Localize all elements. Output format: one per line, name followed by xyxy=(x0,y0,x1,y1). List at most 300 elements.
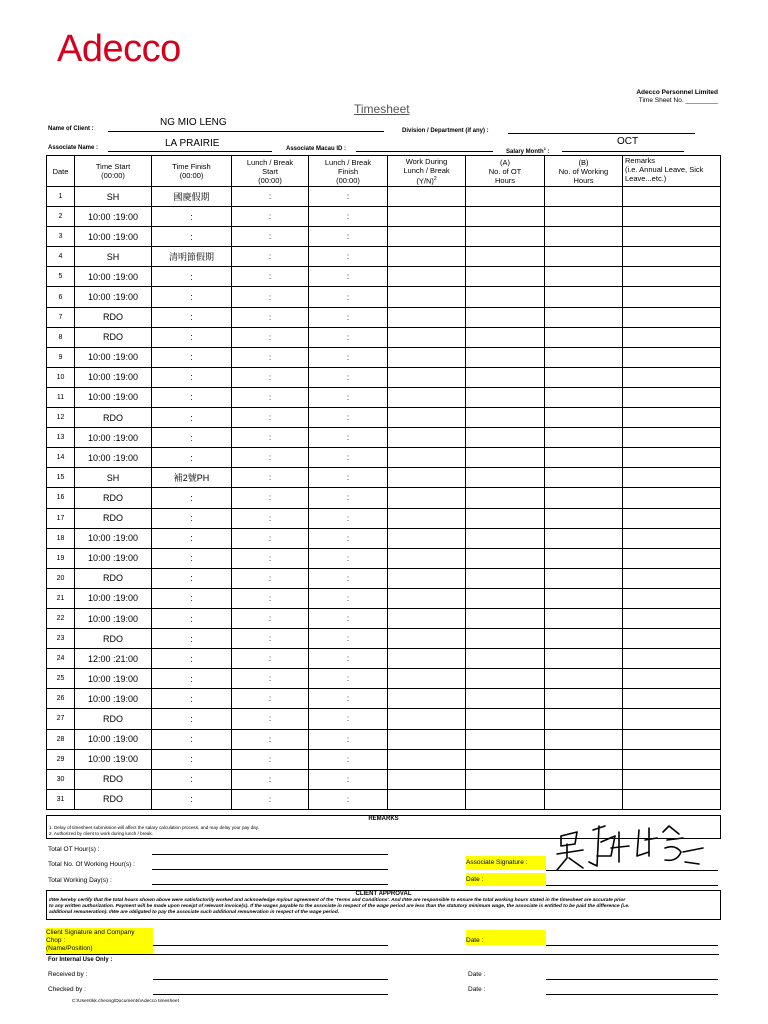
row-work-during-lunch[interactable] xyxy=(388,468,466,488)
row-ot-hours[interactable] xyxy=(466,207,545,227)
row-work-during-lunch[interactable] xyxy=(388,568,466,588)
row-remarks[interactable] xyxy=(623,689,721,709)
row-working-hours[interactable] xyxy=(545,508,623,528)
received-by-field[interactable] xyxy=(153,979,388,980)
row-work-during-lunch[interactable] xyxy=(388,528,466,548)
row-lunch-finish[interactable]: : xyxy=(309,428,388,448)
associate-date-field[interactable] xyxy=(546,885,718,886)
row-lunch-start[interactable]: : xyxy=(232,649,309,669)
row-lunch-start[interactable]: : xyxy=(232,749,309,769)
row-lunch-start[interactable]: : xyxy=(232,327,309,347)
remarks-note-2: 2. Authorized by client to work during lunch / break. xyxy=(49,830,153,836)
row-work-during-lunch[interactable] xyxy=(388,207,466,227)
row-work-during-lunch[interactable] xyxy=(388,749,466,769)
received-date-field[interactable] xyxy=(546,979,718,980)
row-lunch-finish[interactable]: : xyxy=(309,307,388,327)
row-remarks[interactable] xyxy=(623,528,721,548)
row-working-hours[interactable] xyxy=(545,428,623,448)
row-time-start[interactable]: SH xyxy=(75,468,152,488)
row-lunch-start[interactable]: : xyxy=(232,428,309,448)
row-lunch-start[interactable]: : xyxy=(232,488,309,508)
remarks-title: REMARKS xyxy=(368,816,399,822)
table-row xyxy=(47,769,721,789)
row-lunch-start[interactable]: : xyxy=(232,367,309,387)
row-time-start[interactable]: RDO xyxy=(75,629,152,649)
row-working-hours[interactable] xyxy=(545,548,623,568)
client-signature-field[interactable] xyxy=(153,945,388,946)
row-time-finish[interactable]: : xyxy=(152,267,232,287)
row-time-finish[interactable]: : xyxy=(152,347,232,367)
table-row xyxy=(47,488,721,508)
row-date: 2 xyxy=(47,207,75,227)
row-lunch-start[interactable]: : xyxy=(232,347,309,367)
row-time-finish[interactable]: : xyxy=(152,548,232,568)
row-ot-hours[interactable] xyxy=(466,749,545,769)
row-working-hours[interactable] xyxy=(545,588,623,608)
row-lunch-finish[interactable]: : xyxy=(309,488,388,508)
row-date: 4 xyxy=(47,247,75,267)
row-ot-hours[interactable] xyxy=(466,689,545,709)
row-time-finish[interactable]: : xyxy=(152,307,232,327)
row-lunch-finish[interactable]: : xyxy=(309,669,388,689)
row-lunch-finish[interactable]: : xyxy=(309,387,388,407)
row-lunch-finish[interactable]: : xyxy=(309,528,388,548)
row-time-start[interactable]: RDO xyxy=(75,488,152,508)
row-date: 5 xyxy=(47,267,75,287)
row-lunch-start[interactable]: : xyxy=(232,588,309,608)
row-lunch-finish[interactable]: : xyxy=(309,588,388,608)
row-time-finish[interactable]: : xyxy=(152,789,232,809)
row-ot-hours[interactable] xyxy=(466,789,545,809)
row-time-start[interactable]: 10:00 :19:00 xyxy=(75,227,152,247)
row-work-during-lunch[interactable] xyxy=(388,307,466,327)
row-work-during-lunch[interactable] xyxy=(388,789,466,809)
row-working-hours[interactable] xyxy=(545,669,623,689)
row-lunch-start[interactable]: : xyxy=(232,629,309,649)
row-ot-hours[interactable] xyxy=(466,287,545,307)
row-time-finish[interactable]: : xyxy=(152,488,232,508)
row-remarks[interactable] xyxy=(623,408,721,428)
row-time-start[interactable]: 10:00 :19:00 xyxy=(75,267,152,287)
row-work-during-lunch[interactable] xyxy=(388,448,466,468)
row-remarks[interactable] xyxy=(623,548,721,568)
row-ot-hours[interactable] xyxy=(466,649,545,669)
row-lunch-start[interactable]: : xyxy=(232,267,309,287)
salary-month-label: Salary Month$^1$ : xyxy=(506,146,550,155)
associate-label: Associate Name : xyxy=(48,145,99,151)
row-lunch-start[interactable]: : xyxy=(232,227,309,247)
row-remarks[interactable] xyxy=(623,267,721,287)
row-time-finish[interactable]: : xyxy=(152,408,232,428)
row-remarks[interactable] xyxy=(623,729,721,749)
row-time-start[interactable]: 10:00 :19:00 xyxy=(75,669,152,689)
row-ot-hours[interactable] xyxy=(466,428,545,448)
table-row xyxy=(47,629,721,649)
row-lunch-finish[interactable]: : xyxy=(309,187,388,207)
associate-value[interactable]: LA PRAIRIE xyxy=(165,138,220,149)
row-time-start[interactable]: 10:00 :19:00 xyxy=(75,729,152,749)
row-time-start[interactable]: 10:00 :19:00 xyxy=(75,207,152,227)
row-time-start[interactable]: 10:00 :19:00 xyxy=(75,749,152,769)
row-time-finish[interactable]: : xyxy=(152,729,232,749)
row-remarks[interactable] xyxy=(623,347,721,367)
row-working-hours[interactable] xyxy=(545,307,623,327)
row-time-finish[interactable]: : xyxy=(152,207,232,227)
row-time-finish[interactable]: : xyxy=(152,769,232,789)
row-remarks[interactable] xyxy=(623,669,721,689)
row-remarks[interactable] xyxy=(623,307,721,327)
row-ot-hours[interactable] xyxy=(466,528,545,548)
row-ot-hours[interactable] xyxy=(466,508,545,528)
row-lunch-start[interactable]: : xyxy=(232,548,309,568)
table-row xyxy=(47,528,721,548)
row-time-start[interactable]: 10:00 :19:00 xyxy=(75,689,152,709)
row-working-hours[interactable] xyxy=(545,287,623,307)
row-ot-hours[interactable] xyxy=(466,408,545,428)
table-row xyxy=(47,568,721,588)
row-lunch-finish[interactable]: : xyxy=(309,769,388,789)
row-working-hours[interactable] xyxy=(545,387,623,407)
row-ot-hours[interactable] xyxy=(466,468,545,488)
row-ot-hours[interactable] xyxy=(466,307,545,327)
row-ot-hours[interactable] xyxy=(466,187,545,207)
total-working-hours-field[interactable] xyxy=(152,869,388,870)
row-time-start[interactable]: RDO xyxy=(75,408,152,428)
checked-by-field[interactable] xyxy=(153,994,388,995)
associate-date-label: Date : xyxy=(466,873,546,886)
col-remarks: Remarks (i.e. Annual Leave, Sick Leave...etc.) xyxy=(623,156,721,187)
row-time-finish[interactable]: : xyxy=(152,629,232,649)
row-remarks[interactable] xyxy=(623,207,721,227)
row-time-start[interactable]: 10:00 :19:00 xyxy=(75,367,152,387)
row-ot-hours[interactable] xyxy=(466,548,545,568)
row-time-start[interactable]: RDO xyxy=(75,508,152,528)
row-ot-hours[interactable] xyxy=(466,769,545,789)
row-lunch-finish[interactable]: : xyxy=(309,709,388,729)
row-remarks[interactable] xyxy=(623,187,721,207)
row-date: 23 xyxy=(47,629,75,649)
macau-id-underline[interactable] xyxy=(356,151,493,152)
row-work-during-lunch[interactable] xyxy=(388,629,466,649)
row-work-during-lunch[interactable] xyxy=(388,508,466,528)
row-lunch-finish[interactable]: : xyxy=(309,227,388,247)
table-row xyxy=(47,227,721,247)
row-time-start[interactable]: SH xyxy=(75,247,152,267)
row-work-during-lunch[interactable] xyxy=(388,267,466,287)
total-ot-field[interactable] xyxy=(152,854,388,855)
row-ot-hours[interactable] xyxy=(466,709,545,729)
row-work-during-lunch[interactable] xyxy=(388,347,466,367)
row-lunch-start[interactable]: : xyxy=(232,508,309,528)
row-work-during-lunch[interactable] xyxy=(388,387,466,407)
row-working-hours[interactable] xyxy=(545,568,623,588)
row-remarks[interactable] xyxy=(623,568,721,588)
row-time-finish[interactable]: : xyxy=(152,568,232,588)
row-lunch-finish[interactable]: : xyxy=(309,207,388,227)
row-working-hours[interactable] xyxy=(545,408,623,428)
row-lunch-finish[interactable]: : xyxy=(309,287,388,307)
row-work-during-lunch[interactable] xyxy=(388,327,466,347)
row-lunch-finish[interactable]: : xyxy=(309,247,388,267)
row-lunch-start[interactable]: : xyxy=(232,769,309,789)
row-work-during-lunch[interactable] xyxy=(388,488,466,508)
row-working-hours[interactable] xyxy=(545,468,623,488)
row-working-hours[interactable] xyxy=(545,629,623,649)
row-ot-hours[interactable] xyxy=(466,267,545,287)
row-ot-hours[interactable] xyxy=(466,227,545,247)
row-ot-hours[interactable] xyxy=(466,608,545,628)
row-lunch-start[interactable]: : xyxy=(232,287,309,307)
row-work-during-lunch[interactable] xyxy=(388,669,466,689)
row-remarks[interactable] xyxy=(623,247,721,267)
row-lunch-finish[interactable]: : xyxy=(309,327,388,347)
row-time-start[interactable]: RDO xyxy=(75,307,152,327)
client-label: Name of Client : xyxy=(48,126,94,132)
table-row xyxy=(47,327,721,347)
row-time-start[interactable]: RDO xyxy=(75,709,152,729)
row-time-finish[interactable]: : xyxy=(152,508,232,528)
client-underline xyxy=(108,131,384,132)
row-lunch-start[interactable]: : xyxy=(232,528,309,548)
row-work-during-lunch[interactable] xyxy=(388,608,466,628)
row-time-start[interactable]: 10:00 :19:00 xyxy=(75,588,152,608)
row-work-during-lunch[interactable] xyxy=(388,227,466,247)
row-working-hours[interactable] xyxy=(545,327,623,347)
row-ot-hours[interactable] xyxy=(466,588,545,608)
row-lunch-start[interactable]: : xyxy=(232,468,309,488)
row-lunch-finish[interactable]: : xyxy=(309,408,388,428)
row-time-start[interactable]: SH xyxy=(75,187,152,207)
row-time-start[interactable]: 10:00 :19:00 xyxy=(75,387,152,407)
row-time-start[interactable]: 10:00 :19:00 xyxy=(75,287,152,307)
row-working-hours[interactable] xyxy=(545,689,623,709)
row-working-hours[interactable] xyxy=(545,709,623,729)
row-time-start[interactable]: 10:00 :19:00 xyxy=(75,347,152,367)
row-ot-hours[interactable] xyxy=(466,629,545,649)
row-working-hours[interactable] xyxy=(545,367,623,387)
row-work-during-lunch[interactable] xyxy=(388,649,466,669)
row-work-during-lunch[interactable] xyxy=(388,709,466,729)
row-remarks[interactable] xyxy=(623,608,721,628)
row-lunch-finish[interactable]: : xyxy=(309,729,388,749)
salary-month-value[interactable]: OCT xyxy=(617,136,639,147)
row-time-finish[interactable]: : xyxy=(152,327,232,347)
row-lunch-finish[interactable]: : xyxy=(309,649,388,669)
row-lunch-start[interactable]: : xyxy=(232,608,309,628)
row-working-hours[interactable] xyxy=(545,729,623,749)
row-time-finish[interactable]: : xyxy=(152,669,232,689)
row-ot-hours[interactable] xyxy=(466,669,545,689)
row-remarks[interactable] xyxy=(623,287,721,307)
row-time-finish[interactable]: : xyxy=(152,287,232,307)
row-time-start[interactable]: 10:00 :19:00 xyxy=(75,428,152,448)
row-work-during-lunch[interactable] xyxy=(388,588,466,608)
row-remarks[interactable] xyxy=(623,468,721,488)
row-lunch-finish[interactable]: : xyxy=(309,749,388,769)
row-lunch-start[interactable]: : xyxy=(232,247,309,267)
row-ot-hours[interactable] xyxy=(466,327,545,347)
row-lunch-start[interactable]: : xyxy=(232,448,309,468)
row-working-hours[interactable] xyxy=(545,227,623,247)
division-underline[interactable] xyxy=(508,133,695,134)
row-time-start[interactable]: 10:00 :19:00 xyxy=(75,528,152,548)
row-working-hours[interactable] xyxy=(545,649,623,669)
row-ot-hours[interactable] xyxy=(466,247,545,267)
row-ot-hours[interactable] xyxy=(466,488,545,508)
row-time-finish[interactable]: : xyxy=(152,387,232,407)
row-time-start[interactable]: RDO xyxy=(75,789,152,809)
row-remarks[interactable] xyxy=(623,588,721,608)
row-time-start[interactable]: 10:00 :19:00 xyxy=(75,608,152,628)
row-time-start[interactable]: RDO xyxy=(75,327,152,347)
row-work-during-lunch[interactable] xyxy=(388,729,466,749)
client-date-field[interactable] xyxy=(546,945,718,946)
row-lunch-start[interactable]: : xyxy=(232,709,309,729)
row-time-finish[interactable]: : xyxy=(152,649,232,669)
row-work-during-lunch[interactable] xyxy=(388,548,466,568)
row-working-hours[interactable] xyxy=(545,267,623,287)
row-time-finish[interactable]: 國慶假期 xyxy=(152,187,232,207)
row-work-during-lunch[interactable] xyxy=(388,187,466,207)
row-time-start[interactable]: RDO xyxy=(75,769,152,789)
row-date: 28 xyxy=(47,729,75,749)
row-remarks[interactable] xyxy=(623,709,721,729)
row-lunch-finish[interactable]: : xyxy=(309,347,388,367)
row-remarks[interactable] xyxy=(623,327,721,347)
row-remarks[interactable] xyxy=(623,749,721,769)
row-time-finish[interactable]: : xyxy=(152,428,232,448)
table-row xyxy=(47,347,721,367)
row-time-finish[interactable]: : xyxy=(152,528,232,548)
row-remarks[interactable] xyxy=(623,227,721,247)
row-ot-hours[interactable] xyxy=(466,367,545,387)
col-date: Date xyxy=(47,156,75,187)
row-date: 17 xyxy=(47,508,75,528)
row-work-during-lunch[interactable] xyxy=(388,428,466,448)
row-working-hours[interactable] xyxy=(545,207,623,227)
row-remarks[interactable] xyxy=(623,367,721,387)
row-ot-hours[interactable] xyxy=(466,729,545,749)
row-time-start[interactable]: RDO xyxy=(75,568,152,588)
row-work-during-lunch[interactable] xyxy=(388,367,466,387)
row-ot-hours[interactable] xyxy=(466,568,545,588)
checked-date-field[interactable] xyxy=(546,994,718,995)
row-ot-hours[interactable] xyxy=(466,387,545,407)
client-value[interactable]: NG MIO LENG xyxy=(160,117,227,128)
row-remarks[interactable] xyxy=(623,789,721,809)
table-row xyxy=(47,749,721,769)
row-lunch-finish[interactable]: : xyxy=(309,508,388,528)
row-work-during-lunch[interactable] xyxy=(388,408,466,428)
row-time-finish[interactable]: : xyxy=(152,608,232,628)
row-working-hours[interactable] xyxy=(545,528,623,548)
row-lunch-finish[interactable]: : xyxy=(309,367,388,387)
row-lunch-start[interactable]: : xyxy=(232,387,309,407)
row-remarks[interactable] xyxy=(623,488,721,508)
row-date: 12 xyxy=(47,408,75,428)
row-remarks[interactable] xyxy=(623,629,721,649)
row-work-during-lunch[interactable] xyxy=(388,769,466,789)
row-remarks[interactable] xyxy=(623,508,721,528)
row-lunch-finish[interactable]: : xyxy=(309,608,388,628)
table-row xyxy=(47,247,721,267)
row-date: 16 xyxy=(47,488,75,508)
row-lunch-finish[interactable]: : xyxy=(309,468,388,488)
row-time-start[interactable]: 10:00 :19:00 xyxy=(75,448,152,468)
row-lunch-finish[interactable]: : xyxy=(309,548,388,568)
row-lunch-start[interactable]: : xyxy=(232,187,309,207)
row-time-finish[interactable]: : xyxy=(152,448,232,468)
row-work-during-lunch[interactable] xyxy=(388,247,466,267)
row-date: 31 xyxy=(47,789,75,809)
row-time-start[interactable]: 10:00 :19:00 xyxy=(75,548,152,568)
row-time-finish[interactable]: : xyxy=(152,689,232,709)
row-work-during-lunch[interactable] xyxy=(388,689,466,709)
row-lunch-start[interactable]: : xyxy=(232,669,309,689)
row-lunch-start[interactable]: : xyxy=(232,568,309,588)
client-date-label: Date : xyxy=(466,930,546,945)
row-remarks[interactable] xyxy=(623,428,721,448)
row-ot-hours[interactable] xyxy=(466,347,545,367)
row-working-hours[interactable] xyxy=(545,789,623,809)
row-working-hours[interactable] xyxy=(545,608,623,628)
row-working-hours[interactable] xyxy=(545,749,623,769)
row-lunch-finish[interactable]: : xyxy=(309,568,388,588)
row-working-hours[interactable] xyxy=(545,347,623,367)
row-working-hours[interactable] xyxy=(545,769,623,789)
row-lunch-finish[interactable]: : xyxy=(309,267,388,287)
row-lunch-finish[interactable]: : xyxy=(309,789,388,809)
associate-signature-field[interactable] xyxy=(546,870,718,871)
table-row xyxy=(47,307,721,327)
row-time-finish[interactable]: : xyxy=(152,227,232,247)
row-remarks[interactable] xyxy=(623,769,721,789)
row-time-finish[interactable]: : xyxy=(152,709,232,729)
row-working-hours[interactable] xyxy=(545,488,623,508)
salary-month-underline xyxy=(562,151,684,152)
timesheet-table xyxy=(46,155,721,810)
table-row xyxy=(47,187,721,207)
row-lunch-start[interactable]: : xyxy=(232,307,309,327)
row-time-finish[interactable]: 補2號PH xyxy=(152,468,232,488)
row-remarks[interactable] xyxy=(623,387,721,407)
row-time-finish[interactable]: : xyxy=(152,367,232,387)
row-lunch-start[interactable]: : xyxy=(232,207,309,227)
row-time-finish[interactable]: : xyxy=(152,749,232,769)
row-lunch-start[interactable]: : xyxy=(232,789,309,809)
row-working-hours[interactable] xyxy=(545,247,623,267)
row-lunch-start[interactable]: : xyxy=(232,408,309,428)
row-work-during-lunch[interactable] xyxy=(388,287,466,307)
row-remarks[interactable] xyxy=(623,649,721,669)
row-time-start[interactable]: 12:00 :21:00 xyxy=(75,649,152,669)
checked-by-label: Checked by : xyxy=(48,986,86,993)
row-remarks[interactable] xyxy=(623,448,721,468)
row-lunch-start[interactable]: : xyxy=(232,729,309,749)
table-row xyxy=(47,588,721,608)
row-lunch-finish[interactable]: : xyxy=(309,629,388,649)
total-working-days-field[interactable] xyxy=(152,884,388,885)
row-working-hours[interactable] xyxy=(545,448,623,468)
row-working-hours[interactable] xyxy=(545,187,623,207)
row-ot-hours[interactable] xyxy=(466,448,545,468)
row-lunch-finish[interactable]: : xyxy=(309,689,388,709)
row-time-finish[interactable]: : xyxy=(152,588,232,608)
row-lunch-finish[interactable]: : xyxy=(309,448,388,468)
row-lunch-start[interactable]: : xyxy=(232,689,309,709)
row-date: 18 xyxy=(47,528,75,548)
row-time-finish[interactable]: 清明節假期 xyxy=(152,247,232,267)
